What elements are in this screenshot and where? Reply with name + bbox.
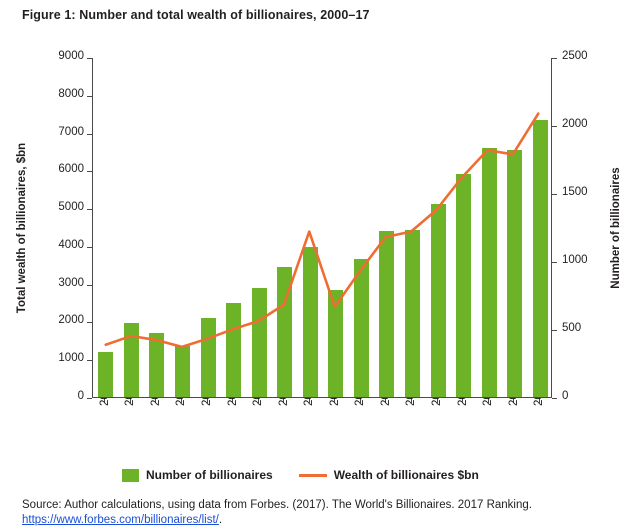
y-right-tick-label: 500 <box>562 322 582 334</box>
y-left-tick-label: 8000 <box>58 87 84 100</box>
legend-swatch-line-icon <box>299 474 327 477</box>
y-left-tick-label: 3000 <box>58 276 84 289</box>
y-left-tick-label: 5000 <box>58 201 84 214</box>
y-right-tick-label: 2000 <box>562 118 588 130</box>
y-axis-right-title: Number of billionaires <box>610 167 622 289</box>
legend-entry-line <box>299 468 479 482</box>
y-right-tick-mark <box>552 262 557 263</box>
y-right-tick-label: 0 <box>562 390 569 402</box>
y-right-tick-label: 1500 <box>562 186 588 198</box>
page-title: Figure 1: Number and total wealth of billionaires, 2000–17 <box>22 8 370 22</box>
y-left-tick-label: 6000 <box>58 163 84 176</box>
y-left-tick-label: 2000 <box>58 314 84 327</box>
source-line-1: Source: Author calculations, using data from Forbes. (2017). The World's Billionaires. 2017 Ranking. <box>22 499 532 511</box>
legend-label-bars: Number of billionaires <box>146 468 273 482</box>
y-right-tick-mark <box>552 58 557 59</box>
legend-label-line: Wealth of billionaires $bn <box>333 468 479 482</box>
y-right-tick-mark <box>552 194 557 195</box>
plot-area <box>93 58 551 397</box>
y-left-tick-label: 1000 <box>58 352 84 365</box>
y-left-tick-label: 0 <box>77 390 84 402</box>
y-left-tick-label: 7000 <box>58 125 84 138</box>
plot-frame <box>92 58 552 398</box>
y-right-tick-mark <box>552 126 557 127</box>
line-series <box>93 58 551 397</box>
source-line-2-tail: . <box>218 514 223 526</box>
y-right-tick-label: 1000 <box>562 254 588 266</box>
y-left-tick-mark <box>87 398 92 399</box>
y-left-tick-label: 9000 <box>58 50 84 62</box>
legend-swatch-bar-icon <box>122 469 139 482</box>
y-right-tick-label: 2500 <box>562 50 588 62</box>
y-left-tick-label: 4000 <box>58 238 84 251</box>
forbes-link[interactable]: https://www.forbes.com/billionaires/list/ <box>22 514 219 526</box>
legend <box>122 468 479 482</box>
y-right-tick-mark <box>552 398 557 399</box>
y-axis-left-title: Total wealth of billionaires, $bn <box>16 142 28 314</box>
legend-entry-bars <box>122 468 273 482</box>
y-right-tick-mark <box>552 330 557 331</box>
source-line-2 <box>22 513 532 528</box>
